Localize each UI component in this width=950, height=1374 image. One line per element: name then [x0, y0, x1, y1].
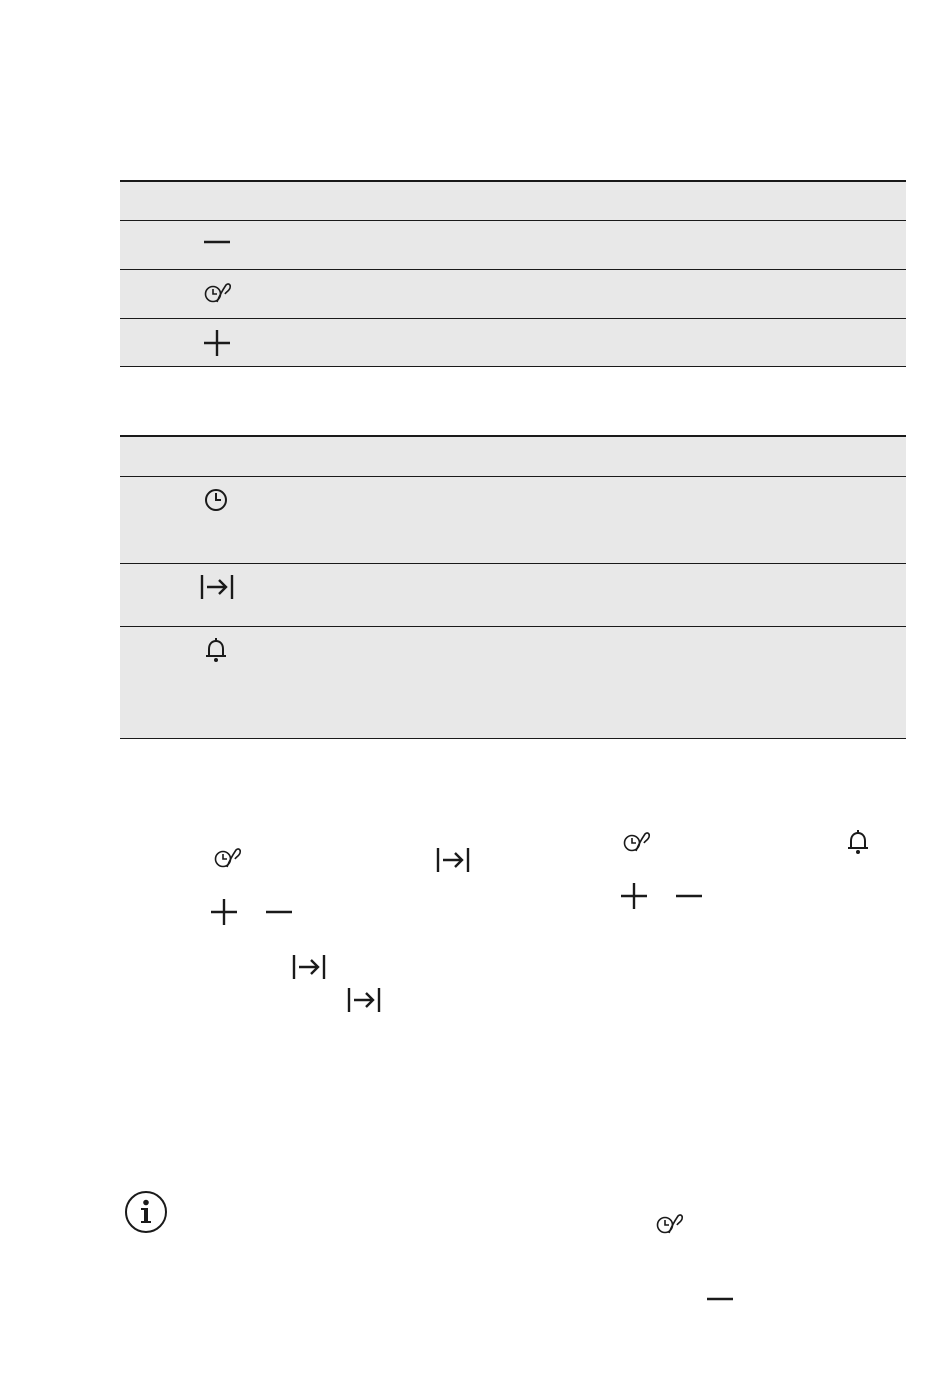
- table-row: [120, 626, 906, 738]
- table-row: [120, 476, 906, 563]
- minus-icon: [707, 1297, 733, 1301]
- end-arrow-icon: [292, 953, 326, 981]
- plus-icon: [204, 330, 230, 356]
- table-bottom-rule: [120, 738, 906, 739]
- clock-hand-icon: [656, 1213, 686, 1237]
- info-icon: [124, 1190, 168, 1234]
- minus-icon: [676, 894, 702, 898]
- table-row: [120, 220, 906, 269]
- plus-icon: [621, 883, 647, 909]
- table-row: [120, 563, 906, 626]
- minus-icon: [266, 910, 292, 914]
- table-header-row: [120, 435, 906, 476]
- end-arrow-icon: [436, 846, 470, 874]
- bell-icon: [846, 829, 870, 855]
- minus-icon: [204, 240, 230, 244]
- clock-hand-icon: [623, 831, 653, 855]
- plus-icon: [211, 899, 237, 925]
- clock-hand-icon: [214, 847, 244, 871]
- bell-icon: [204, 637, 228, 663]
- end-arrow-icon: [200, 573, 234, 601]
- clock-hand-icon: [204, 282, 234, 306]
- table-header-row: [120, 180, 906, 220]
- table-bottom-rule: [120, 366, 906, 367]
- table-row: [120, 318, 906, 366]
- clock-icon: [204, 488, 228, 512]
- function-buttons-table: [120, 180, 906, 368]
- end-arrow-icon: [347, 986, 381, 1014]
- table-row: [120, 269, 906, 318]
- clock-functions-table: [120, 435, 906, 740]
